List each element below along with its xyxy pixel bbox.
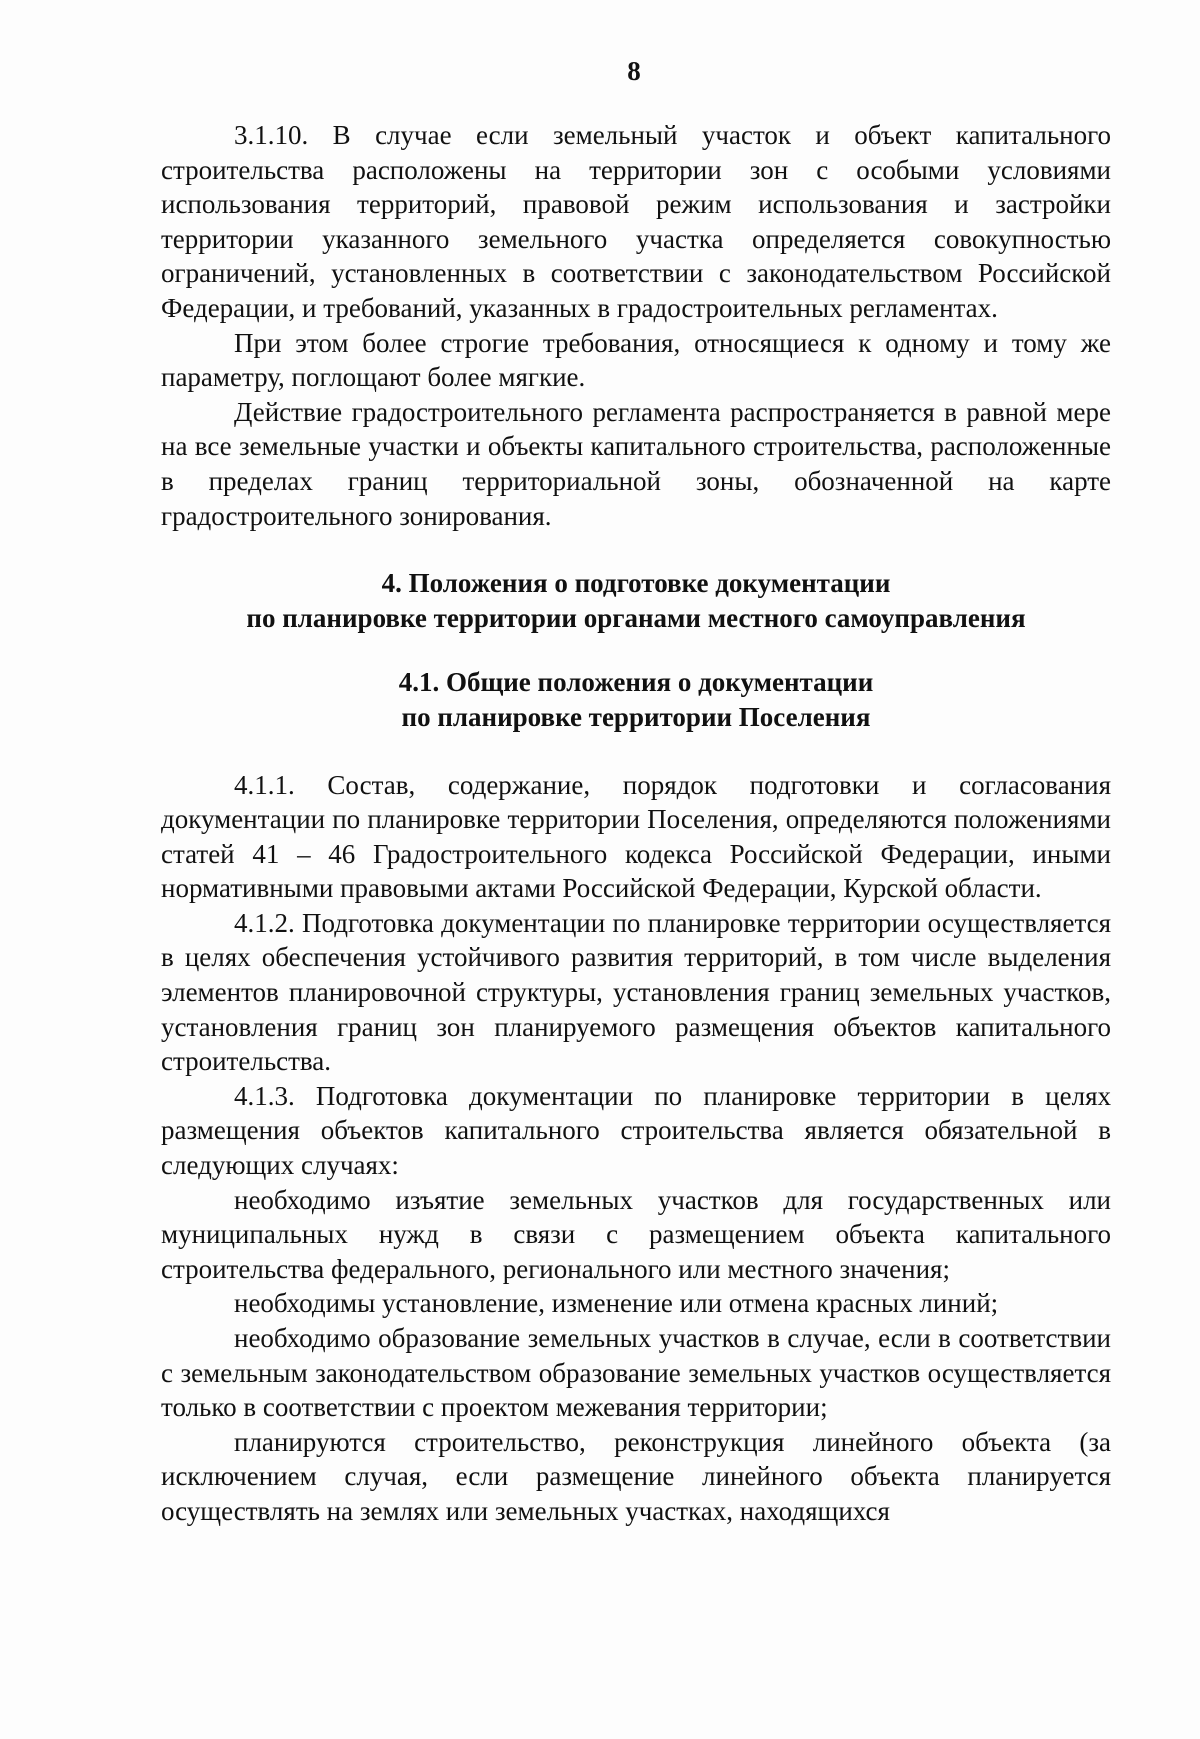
section-4-heading-line2: по планировке территории органами местного самоуправления: [246, 602, 1026, 633]
section-4-1-heading: [161, 665, 1111, 734]
list-item-land-formation: необходимо образование земельных участков в случае, если в соответствии с земельным законодательством образование земельных участков осуществляется только в соответствии с проектом межевания территории;: [161, 1323, 1111, 1423]
paragraph-4-1-2: 4.1.2. Подготовка документации по планировке территории осуществляется в целях обеспечения устойчивого развития территорий, в том числе выделения элементов планировочной структуры, установления границ земельных участков, установления границ зон планируемого размещения объектов капитального строительства.: [161, 907, 1111, 1077]
paragraph-strict-requirements: При этом более строгие требования, относящиеся к одному и тому же параметру, поглощают более мягкие.: [161, 327, 1111, 393]
section-4-1-heading-line1: 4.1. Общие положения о документации: [398, 667, 874, 698]
page-number: 8: [627, 56, 641, 86]
paragraph-3-1-10: 3.1.10. В случае если земельный участок и объект капитального строительства расположены на территории зон с особыми условиями использования территорий, правовой режим использования и застройки территории указанного земельного участка определяется совокупностью ограничений, установленных в соответствии с законодательством Российской Федерации, и требований, указанных в градостроительных регламентах.: [161, 120, 1111, 323]
document-body: [161, 118, 1111, 1529]
paragraph-4-1-3: 4.1.3. Подготовка документации по планировке территории в целях размещения объектов капитального строительства является обязательной в следующих случаях:: [161, 1080, 1111, 1181]
list-item-land-seizure: необходимо изъятие земельных участков для государственных или муниципальных нужд в связи с размещением объекта капитального строительства федерального, регионального или местного значения;: [161, 1184, 1111, 1284]
section-4-heading-line1: 4. Положения о подготовке документации: [381, 568, 891, 599]
paragraph-4-1-1: 4.1.1. Состав, содержание, порядок подготовки и согласования документации по планировке территории Поселения, определяются положениями статей 41 – 46 Градостроительного кодекса Российской Федерации, иными нормативными правовыми актами Российской Федерации, Курской области.: [161, 769, 1111, 904]
list-item-linear-object: планируются строительство, реконструкция линейного объекта (за исключением случая, если размещение линейного объекта планируется осуществлять на землях или земельных участках, находящихся: [161, 1426, 1111, 1526]
section-4-1-heading-line2: по планировке территории Поселения: [401, 701, 871, 732]
section-4-heading: [161, 566, 1111, 635]
list-item-red-lines: необходимы установление, изменение или отмена красных линий;: [234, 1288, 999, 1319]
paragraph-regulation-scope: Действие градостроительного регламента распространяется в равной мере на все земельные участки и объекты капитального строительства, расположенные в пределах границ территориальной зоны, обозначенной на карте градостроительного зонирования.: [161, 396, 1111, 531]
